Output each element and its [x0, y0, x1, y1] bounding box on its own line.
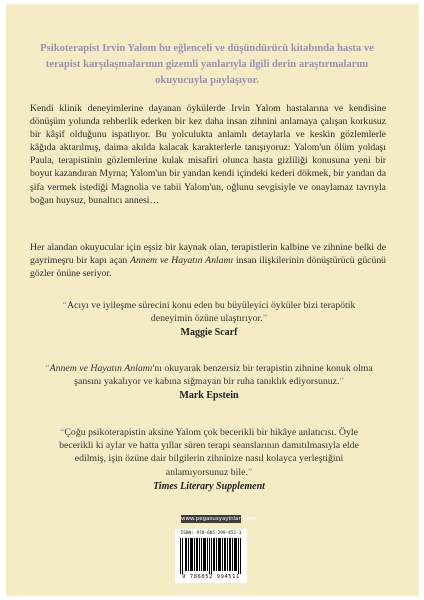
quote-mark: “: [62, 300, 67, 311]
book-title: Annem ve Hayatın Anlamı: [49, 363, 153, 374]
quote-mark: ”: [339, 376, 344, 388]
quote-text: Acıyı ve iyileşme sürecini konu eden bu büyüleyici öyküler bizi terapötik deneyimin özüne ulaştırıyor.: [66, 300, 356, 325]
quote-author: Maggie Scarf: [180, 327, 238, 339]
barcode-icon: [178, 538, 244, 574]
quote-text: 'nı okuyarak benzersiz bir terapistin zihnine konuk olma şansını yakalıyor ve kabına sığmayan bir ruha tanıklık ediyorsunuz.: [74, 363, 373, 388]
quote-text: Çoğu psikoterapistin aksine Yalom çok becerikli bir hikâye anlatıcısı. Öyle becerikli ki aylar ve hatta yıllar süren terapi seanslarının damıtılmasıyla elde edilmiş, işin özüne dair bilgilerin zihninize nasıl kolayca yerleştiğini anlamıyorsunuz bile.: [59, 427, 359, 478]
description-paragraph-2: [30, 241, 386, 280]
quote-author: Times Literary Supplement: [153, 480, 265, 492]
quote-mark: ”: [262, 313, 268, 325]
book-title: Annem ve Hayatın Anlamı: [130, 255, 234, 267]
publisher-website[interactable]: www.pegasusyayinlari.com: [181, 516, 256, 522]
paragraph-text: insan ilişkilerinin dönüştürücü gücünü gözler önüne seriyor.: [30, 255, 387, 280]
review-quote: [44, 299, 374, 340]
quote-author: Mark Epstein: [179, 390, 239, 402]
barcode-block: [175, 529, 247, 583]
description-paragraph: Kendi klinik deneyimlerine dayanan öykülerde Irvin Yalom hastalarına ve kendisine dönüşüm yolunda rehberlik ederken bir kez daha insan zihnini anlamaya çalışan korkusuz bir kâşif olduğunu ispatlıyor. Bu yolculukta anlamlı detaylarla ve keskin gözlemlerle kâğıda aktarılmış, daima akılda kalacak karakterlerle tanışıyoruz: Yalom'un ölüm yoldaşı Paula, terapistinin gözlemlerine kulak misafiri olunca hasta gizliliği konusuna yeni bir boyut kazandıran Myrna; Yalom'un bir yandan kendi içindeki kederi dökmek, bir yandan da şifa vermek istediği Magnolia ve tabii Yalom'un, oğlunu sevgisiyle ve onaylamaz tavrıyla boğan huysuz, bunaltıcı annesi…: [30, 103, 386, 206]
paragraph-text: Her alandan okuyucular için eşsiz bir kaynak olan, terapistlerin kalbine ve zihnine belki de gayrimeşru bir kapı açan: [30, 242, 386, 267]
intro-blurb: Psikoterapist Irvin Yalom bu eğlenceli ve düşündürücü kitabında hasta ve terapist karşılaşmalarının gizemli yanlarıyla ilgili derin araştırmalarını okuyucuyla paylaşıyor.: [40, 43, 374, 86]
isbn-label: ISBN: 978-605-299-451-1: [180, 531, 242, 536]
barcode-number: 9 786052 994511: [182, 574, 240, 580]
quote-mark: “: [60, 427, 65, 438]
quote-mark: “: [45, 363, 50, 374]
review-quote: [44, 426, 374, 493]
review-quote: [44, 362, 374, 403]
quote-mark: ”: [247, 466, 253, 478]
